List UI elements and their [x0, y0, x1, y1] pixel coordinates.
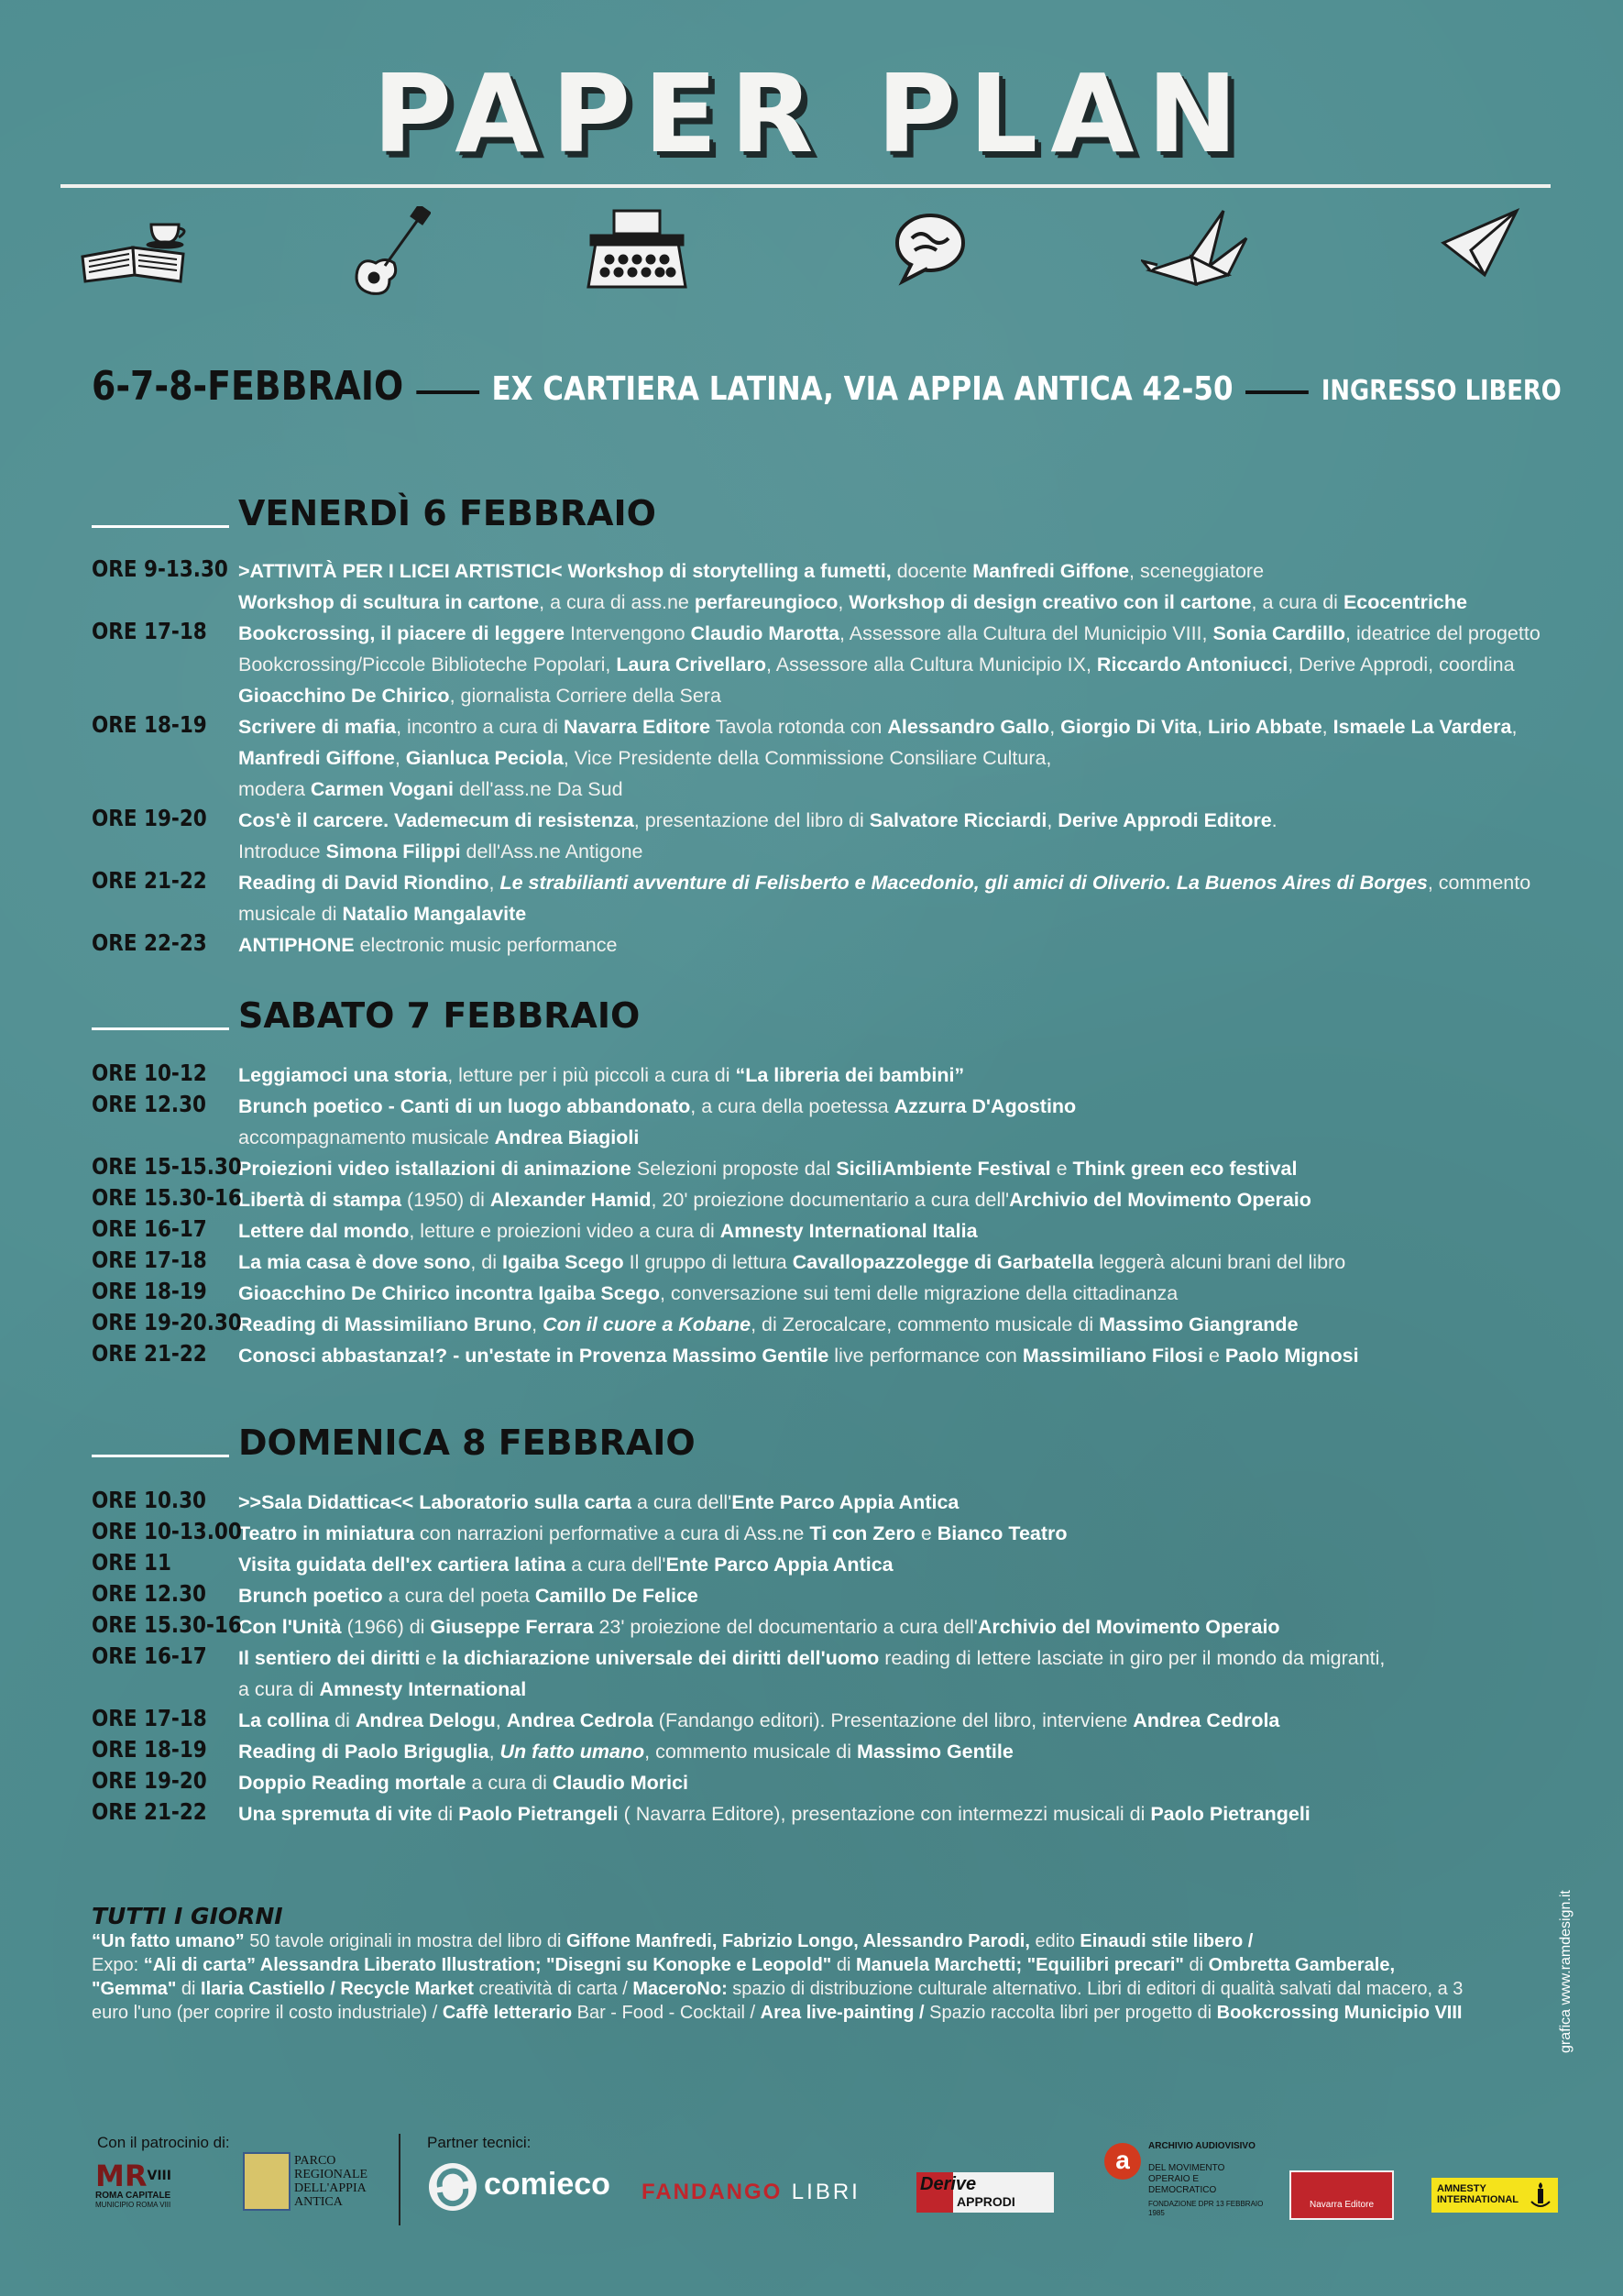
event-description: Conosci abbastanza!? - un'estate in Provenza Massimo Gentile live performance con Massimiliano Filosi e Paolo Mignosi	[238, 1345, 1359, 1367]
candle-icon	[1529, 2181, 1552, 2209]
event-row	[92, 867, 1576, 929]
event-time: ORE 16-17	[92, 1642, 207, 1669]
event-row	[92, 1340, 1576, 1371]
event-time: ORE 11	[92, 1549, 171, 1576]
event-time: ORE 12.30	[92, 1091, 207, 1117]
heading-line	[92, 525, 229, 528]
event-row	[92, 1736, 1576, 1767]
paper-plane-icon	[1439, 206, 1521, 280]
event-row	[92, 1247, 1576, 1278]
fandango-logo-libri: LIBRI	[791, 2180, 861, 2204]
municipio-logo-main: MR	[95, 2159, 148, 2193]
event-time: ORE 19-20	[92, 1767, 207, 1794]
origami-crane-icon	[1141, 206, 1251, 298]
event-description: Il sentiero dei diritti e la dichiarazione universale dei diritti dell'uomo reading di lettere lasciate in giro per il mondo da migranti, a cura di Amnesty International	[238, 1647, 1386, 1700]
event-description: Doppio Reading mortale a cura di Claudio Morici	[238, 1772, 689, 1794]
event-time: ORE 22-23	[92, 929, 207, 956]
day-heading-venerdi	[92, 493, 656, 533]
event-row	[92, 1798, 1576, 1829]
poster-title: PAPER PLAN	[372, 50, 1251, 177]
event-description: Visita guidata dell'ex cartiera latina a cura dell'Ente Parco Appia Antica	[238, 1554, 894, 1576]
municipio-logo-line1: ROMA CAPITALE	[95, 2191, 171, 2201]
event-time: ORE 21-22	[92, 1340, 207, 1367]
event-description: Reading di Massimiliano Bruno, Con il cuore a Kobane, di Zerocalcare, commento musicale di Massimo Giangrande	[238, 1313, 1299, 1335]
partner-label: Partner tecnici:	[427, 2134, 532, 2151]
event-time: ORE 17-18	[92, 1247, 207, 1273]
event-venue: EX CARTIERA LATINA, VIA APPIA ANTICA 42-50	[491, 370, 1234, 408]
event-description: Lettere dal mondo, letture e proiezioni video a cura di Amnesty International Italia	[238, 1220, 978, 1242]
event-time: ORE 10.30	[92, 1487, 207, 1513]
tutti-heading: TUTTI I GIORNI	[92, 1903, 283, 1929]
parco-emblem	[243, 2152, 291, 2211]
day-heading-domenica	[92, 1423, 696, 1463]
event-row	[92, 711, 1576, 805]
event-description: Una spremuta di vite di Paolo Pietrangeli ( Navarra Editore), presentazione con intermezzi musicali di Paolo Pietrangeli	[238, 1803, 1310, 1825]
event-time: ORE 21-22	[92, 867, 207, 894]
municipio-logo-line2: MUNICIPIO ROMA VIII	[95, 2201, 171, 2209]
event-row	[92, 555, 1576, 618]
separator-dash	[416, 390, 479, 394]
title-divider	[60, 184, 1551, 188]
event-row	[92, 1153, 1576, 1184]
derive-approdi-logo	[916, 2172, 1054, 2213]
event-row	[92, 1580, 1576, 1611]
event-row	[92, 1705, 1576, 1736]
event-description: Proiezioni video istallazioni di animazione Selezioni proposte dal SiciliAmbiente Festival e Think green eco festival	[238, 1158, 1298, 1180]
event-time: ORE 19-20	[92, 805, 207, 831]
event-time: ORE 21-22	[92, 1798, 207, 1825]
derive-logo-top: Derive	[920, 2174, 977, 2194]
events-domenica	[92, 1487, 1576, 1829]
event-time: ORE 15.30-16	[92, 1611, 242, 1638]
event-description: Cos'è il carcere. Vademecum di resistenza, presentazione del libro di Salvatore Ricciardi, Derive Approdi Editore. Introduce Simona Filippi dell'Ass.ne Antigone	[238, 809, 1278, 862]
event-time: ORE 18-19	[92, 1278, 207, 1304]
day-heading-label: VENERDÌ 6 FEBBRAIO	[238, 493, 656, 533]
event-row	[92, 1642, 1576, 1705]
event-time: ORE 15.30-16	[92, 1184, 242, 1211]
derive-logo-bottom: APPRODI	[957, 2194, 1015, 2209]
day-heading-sabato	[92, 995, 640, 1036]
event-row	[92, 1215, 1576, 1247]
event-row	[92, 1278, 1576, 1309]
event-row	[92, 1767, 1576, 1798]
day-heading-label: DOMENICA 8 FEBBRAIO	[238, 1423, 696, 1463]
event-row	[92, 1549, 1576, 1580]
municipio-logo	[95, 2161, 233, 2209]
event-row	[92, 618, 1576, 711]
archivio-logo-letter: a	[1104, 2143, 1141, 2180]
event-description: >ATTIVITÀ PER I LICEI ARTISTICI< Workshop di storytelling a fumetti, docente Manfredi Giffone, sceneggiatore Workshop di scultura in cartone, a cura di ass.ne perfareungioco, Workshop di design creativo con il cartone, a cura di Ecocentriche	[238, 560, 1467, 613]
event-description: Brunch poetico a cura del poeta Camillo De Felice	[238, 1585, 698, 1607]
archivio-logo-title: ARCHIVIO AUDIOVISIVO	[1148, 2141, 1256, 2151]
icon-row	[73, 206, 1540, 307]
event-time: ORE 15-15.30	[92, 1153, 242, 1180]
event-description: >>Sala Didattica<< Laboratorio sulla carta a cura dell'Ente Parco Appia Antica	[238, 1491, 960, 1513]
event-time: ORE 17-18	[92, 1705, 207, 1731]
event-row	[92, 1060, 1576, 1091]
municipio-logo-roman: VIII	[147, 2169, 171, 2183]
tutti-i-giorni-section	[92, 1903, 1466, 2025]
archivio-logo-sub: DEL MOVIMENTO OPERAIO E DEMOCRATICO	[1148, 2163, 1225, 2195]
event-row	[92, 1611, 1576, 1642]
amnesty-logo-text: AMNESTY INTERNATIONAL	[1437, 2183, 1519, 2205]
footer-separator	[399, 2134, 400, 2225]
event-time: ORE 12.30	[92, 1580, 207, 1607]
sponsor-footer	[92, 2134, 1576, 2244]
design-credit: grafica www.ramdesign.it	[1558, 1890, 1574, 2053]
parco-logo-text: PARCO REGIONALE DELL'APPIA ANTICA	[294, 2154, 368, 2209]
archivio-logo-small: FONDAZIONE DPR 13 FEBBRAIO 1985	[1148, 2200, 1264, 2217]
event-row	[92, 1487, 1576, 1518]
tutti-text: “Un fatto umano” 50 tavole originali in mostra del libro di Giffone Manfredi, Fabrizio Longo, Alessandro Parodi, edito Einaudi stile libero / Expo: “Ali di carta” Alessandra Liberato Illustration; "Disegni su Konopke e Leopold" di Manuela Marchetti; "Equilibri precari" di Ombretta Gamberale, "Gemma" di Ilaria Castiello / Recycle Market creatività di carta / MaceroNo: spazio di distribuzione culturale alternativo. Libri di editori di qualità salvati dal macero, a 3 euro l'uno (per coprire il costo industriale) / Caffè letterario Bar - Food - Cocktail / Area live-painting / Spazio raccolta libri per progetto di Bookcrossing Municipio VIII	[92, 1931, 1464, 2023]
event-row	[92, 805, 1576, 867]
event-time: ORE 16-17	[92, 1215, 207, 1242]
event-entry: INGRESSO LIBERO	[1321, 375, 1562, 407]
events-venerdi	[92, 555, 1576, 961]
event-time: ORE 18-19	[92, 711, 207, 738]
event-description: Leggiamoci una storia, letture per i più piccoli a cura di “La libreria dei bambini”	[238, 1064, 965, 1086]
archivio-audiovisivo-logo	[1104, 2134, 1288, 2225]
comieco-swirl-icon	[427, 2161, 478, 2213]
separator-dash	[1245, 390, 1309, 394]
event-description: Libertà di stampa (1950) di Alexander Hamid, 20' proiezione documentario a cura dell'Archivio del Movimento Operaio	[238, 1189, 1311, 1211]
heading-line	[92, 1455, 229, 1457]
patrocinio-label: Con il patrocinio di:	[97, 2134, 230, 2151]
event-description: La mia casa è dove sono, di Igaiba Scego Il gruppo di lettura Cavallopazzolegge di Garbatella leggerà alcuni brani del libro	[238, 1251, 1346, 1273]
event-description: Con l'Unità (1966) di Giuseppe Ferrara 23' proiezione del documentario a cura dell'Archivio del Movimento Operaio	[238, 1616, 1280, 1638]
day-heading-label: SABATO 7 FEBBRAIO	[238, 995, 641, 1036]
event-info-bar	[92, 363, 1562, 418]
event-row	[92, 1184, 1576, 1215]
speech-bubble-icon	[889, 206, 971, 289]
event-time: ORE 10-13.00	[92, 1518, 242, 1544]
event-row	[92, 929, 1576, 961]
event-time: ORE 17-18	[92, 618, 207, 644]
event-description: ANTIPHONE electronic music performance	[238, 934, 618, 956]
event-description: Bookcrossing, il piacere di leggere Intervengono Claudio Marotta, Assessore alla Cultura del Municipio VIII, Sonia Cardillo, ideatrice del progetto Bookcrossing/Piccole Biblioteche Popolari, Laura Crivellaro, Assessore alla Cultura Municipio IX, Riccardo Antoniucci, Derive Approdi, coordina Gioacchino De Chirico, giornalista Corriere della Sera	[238, 622, 1541, 707]
heading-line	[92, 1027, 229, 1030]
typewriter-icon	[587, 206, 687, 293]
event-description: Brunch poetico - Canti di un luogo abbandonato, a cura della poetessa Azzurra D'Agostino accompagnamento musicale Andrea Biagioli	[238, 1095, 1077, 1148]
event-description: Scrivere di mafia, incontro a cura di Navarra Editore Tavola rotonda con Alessandro Gallo, Giorgio Di Vita, Lirio Abbate, Ismaele La Vardera, Manfredi Giffone, Gianluca Peciola, Vice Presidente della Commissione Consiliare Cultura, modera Carmen Vogani dell'ass.ne Da Sud	[238, 716, 1518, 800]
events-sabato	[92, 1060, 1576, 1371]
event-time: ORE 10-12	[92, 1060, 207, 1086]
event-row	[92, 1518, 1576, 1549]
event-description: La collina di Andrea Delogu, Andrea Cedrola (Fandango editori). Presentazione del libro, interviene Andrea Cedrola	[238, 1709, 1280, 1731]
event-time: ORE 18-19	[92, 1736, 207, 1763]
book-cup-icon	[78, 206, 197, 289]
fandango-logo-text: FANDANGO	[642, 2180, 783, 2204]
navarra-logo-text: Navarra Editore	[1309, 2200, 1375, 2210]
fandango-logo	[642, 2180, 861, 2205]
event-description: Teatro in miniatura con narrazioni performative a cura di Ass.ne Ti con Zero e Bianco Teatro	[238, 1522, 1068, 1544]
event-description: Reading di David Riondino, Le strabilianti avventure di Felisberto e Macedonio, gli amici di Oliverio. La Buenos Aires di Borges, commento musicale di Natalio Mangalavite	[238, 872, 1531, 925]
event-row	[92, 1309, 1576, 1340]
event-description: Gioacchino De Chirico incontra Igaiba Scego, conversazione sui temi delle migrazione della cittadinanza	[238, 1282, 1179, 1304]
event-time: ORE 9-13.30	[92, 555, 228, 582]
event-description: Reading di Paolo Briguglia, Un fatto umano, commento musicale di Massimo Gentile	[238, 1741, 1014, 1763]
parco-appia-logo	[243, 2152, 394, 2221]
navarra-editore-logo	[1289, 2170, 1394, 2220]
event-row	[92, 1091, 1576, 1153]
guitar-icon	[348, 206, 431, 298]
event-dates: 6-7-8-FEBBRAIO	[92, 363, 404, 410]
event-time: ORE 19-20.30	[92, 1309, 242, 1335]
amnesty-logo	[1431, 2178, 1558, 2213]
comieco-logo-text: comieco	[484, 2167, 610, 2202]
comieco-logo	[427, 2161, 610, 2216]
